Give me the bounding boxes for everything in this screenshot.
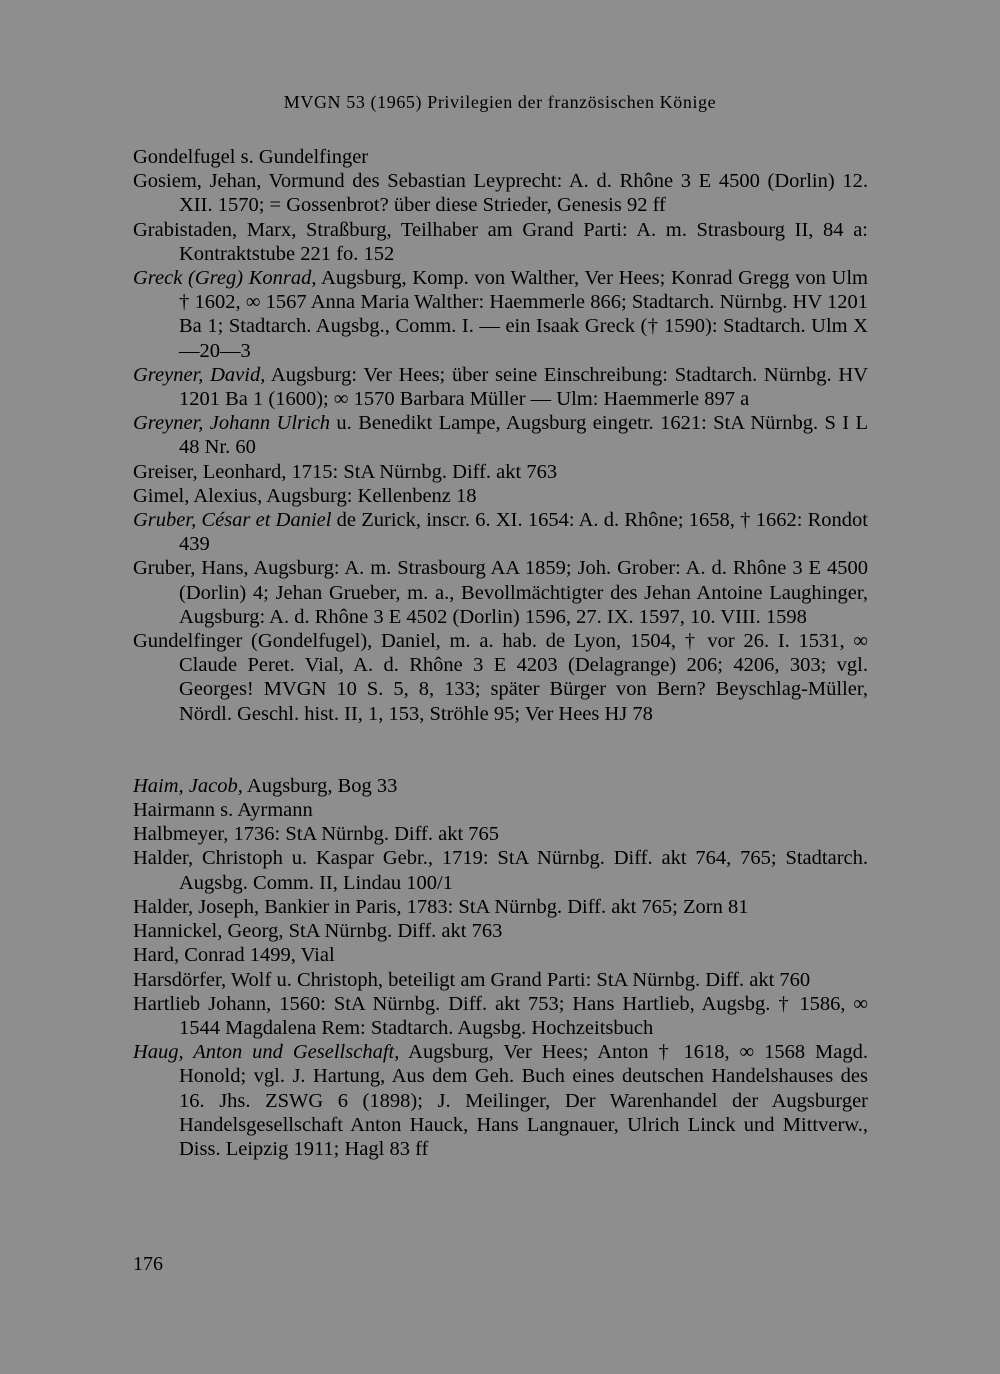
page-number: 176 (133, 1253, 163, 1275)
entry-text: de Zurick, inscr. 6. XI. 1654: A. d. Rhône; 1658, † 1662: Rondot 439 (179, 509, 868, 556)
running-header: MVGN 53 (1965) Privilegien der französischen Könige (283, 92, 717, 112)
entry-text: Hannickel, Georg, StA Nürnbg. Diff. akt 763 (133, 920, 503, 943)
entry-text: Augsburg, Bog 33 (242, 774, 398, 797)
index-entry (133, 798, 868, 822)
index-entry (133, 919, 868, 943)
entry-text: Gimel, Alexius, Augsburg: Kellenbenz 18 (133, 484, 477, 507)
entry-text: Halder, Christoph u. Kaspar Gebr., 1719: StA Nürnbg. Diff. akt 764, 765; Stadtarch. Augsbg. Comm. II, Lindau 100/1 (133, 847, 868, 894)
entry-text: Halbmeyer, 1736: StA Nürnbg. Diff. akt 765 (133, 823, 500, 846)
index-entry (133, 169, 868, 217)
entries-group-h (133, 774, 868, 1161)
entry-text: Hartlieb Johann, 1560: StA Nürnbg. Diff. akt 753; Hans Hartlieb, Augsbg. † 1586, ∞ 1544 Magdalena Rem: Stadtarch. Augsbg. Hochzeitsbuch (133, 992, 868, 1039)
entry-text: Augsburg, Komp. von Walther, Ver Hees; Konrad Gregg von Ulm † 1602, ∞ 1567 Anna Maria Walther: Haemmerle 866; Stadtarch. Nürnbg. HV 1201 Ba 1; Stadtarch. Augsbg., Comm. I. — ein Isaak Greck († 1590): Stadtarch. Ulm X—20—3 (179, 267, 868, 362)
entry-name: Greyner, Johann Ulrich (133, 412, 331, 435)
index-entry (133, 629, 868, 726)
index-entry (133, 895, 868, 919)
index-entry (133, 556, 868, 629)
index-entries (133, 145, 868, 1161)
entry-text: Gundelfinger (Gondelfugel), Daniel, m. a. hab. de Lyon, 1504, † vor 26. I. 1531, ∞ Claude Peret. Vial, A. d. Rhône 3 E 4203 (Delagrange) 206; 4206, 303; vgl. Georges! MVGN 10 S. 5, 8, 133; später Bürger von Bern? Beyschlag-Müller, Nördl. Geschl. hist. II, 1, 153, Ströhle 95; Ver Hees HJ 78 (133, 630, 868, 725)
index-entry (133, 218, 868, 266)
entry-text: u. Benedikt Lampe, Augsburg eingetr. 1621: StA Nürnbg. S I L 48 Nr. 60 (179, 412, 868, 459)
entry-text: Hairmann s. Ayrmann (133, 799, 313, 822)
entry-text: Gruber, Hans, Augsburg: A. m. Strasbourg AA 1859; Joh. Grober: A. d. Rhône 3 E 4500 (Dorlin) 4; Jehan Grueber, m. a., Bevollmächtigter des Jehan Antoine Laughinger, Augsburg: A. d. Rhône 3 E 4502 (Dorlin) 1596, 27. IX. 1597, 10. VIII. 1598 (133, 557, 868, 628)
entry-text: Hard, Conrad 1499, Vial (133, 944, 335, 967)
index-entry (133, 822, 868, 846)
entry-text: Augsburg: Ver Hees; über seine Einschreibung: Stadtarch. Nürnbg. HV 1201 Ba 1 (1600); ∞ 1570 Barbara Müller — Ulm: Haemmerle 897 a (179, 363, 868, 411)
section-gap (133, 726, 868, 774)
index-entry (133, 774, 868, 798)
entry-text: Halder, Joseph, Bankier in Paris, 1783: StA Nürnbg. Diff. akt 765; Zorn 81 (133, 895, 749, 918)
index-entry (133, 484, 868, 508)
index-entry (133, 266, 868, 363)
index-entry (133, 992, 868, 1040)
entry-name: Haim, Jacob, (133, 774, 243, 797)
index-entry (133, 145, 868, 169)
entry-text: Gondelfugel s. Gundelfinger (133, 146, 369, 168)
index-entry (133, 943, 868, 967)
index-entry (133, 508, 868, 556)
entry-name: Greck (Greg) Konrad, (133, 267, 317, 290)
entry-name: Haug, Anton und Gesellschaft, (133, 1041, 400, 1064)
index-entry (133, 1040, 868, 1161)
entry-name: Gruber, César et Daniel (133, 509, 332, 532)
index-entry (133, 968, 868, 992)
entry-text: Augsburg, Ver Hees; Anton † 1618, ∞ 1568 Magd. Honold; vgl. J. Hartung, Aus dem Geh. Buch eines deutschen Handelshauses des 16. Jhs. ZSWG 6 (1898); J. Meilinger, Der Warenhandel der Augsburger Handelsgesellschaft Anton Hauck, Hans Langnauer, Ulrich Linck und Mittverw., Diss. Leipzig 1911; Hagl 83 ff (179, 1041, 868, 1160)
entry-text: Grabistaden, Marx, Straßburg, Teilhaber am Grand Parti: A. m. Strasbourg II, 84 a: Kontraktstube 221 fo. 152 (133, 218, 868, 265)
index-entry (133, 460, 868, 484)
index-entry (133, 363, 868, 411)
entry-text: Greiser, Leonhard, 1715: StA Nürnbg. Diff. akt 763 (133, 460, 558, 483)
index-entry (133, 846, 868, 894)
index-entry (133, 411, 868, 459)
entry-name: Greyner, David, (133, 363, 266, 386)
entry-text: Harsdörfer, Wolf u. Christoph, beteiligt am Grand Parti: StA Nürnbg. Diff. akt 760 (133, 968, 811, 991)
entries-group-g (133, 145, 868, 726)
entry-text: Gosiem, Jehan, Vormund des Sebastian Leyprecht: A. d. Rhône 3 E 4500 (Dorlin) 12. XII. 1570; = Gossenbrot? über diese Strieder, Genesis 92 ff (133, 170, 868, 217)
